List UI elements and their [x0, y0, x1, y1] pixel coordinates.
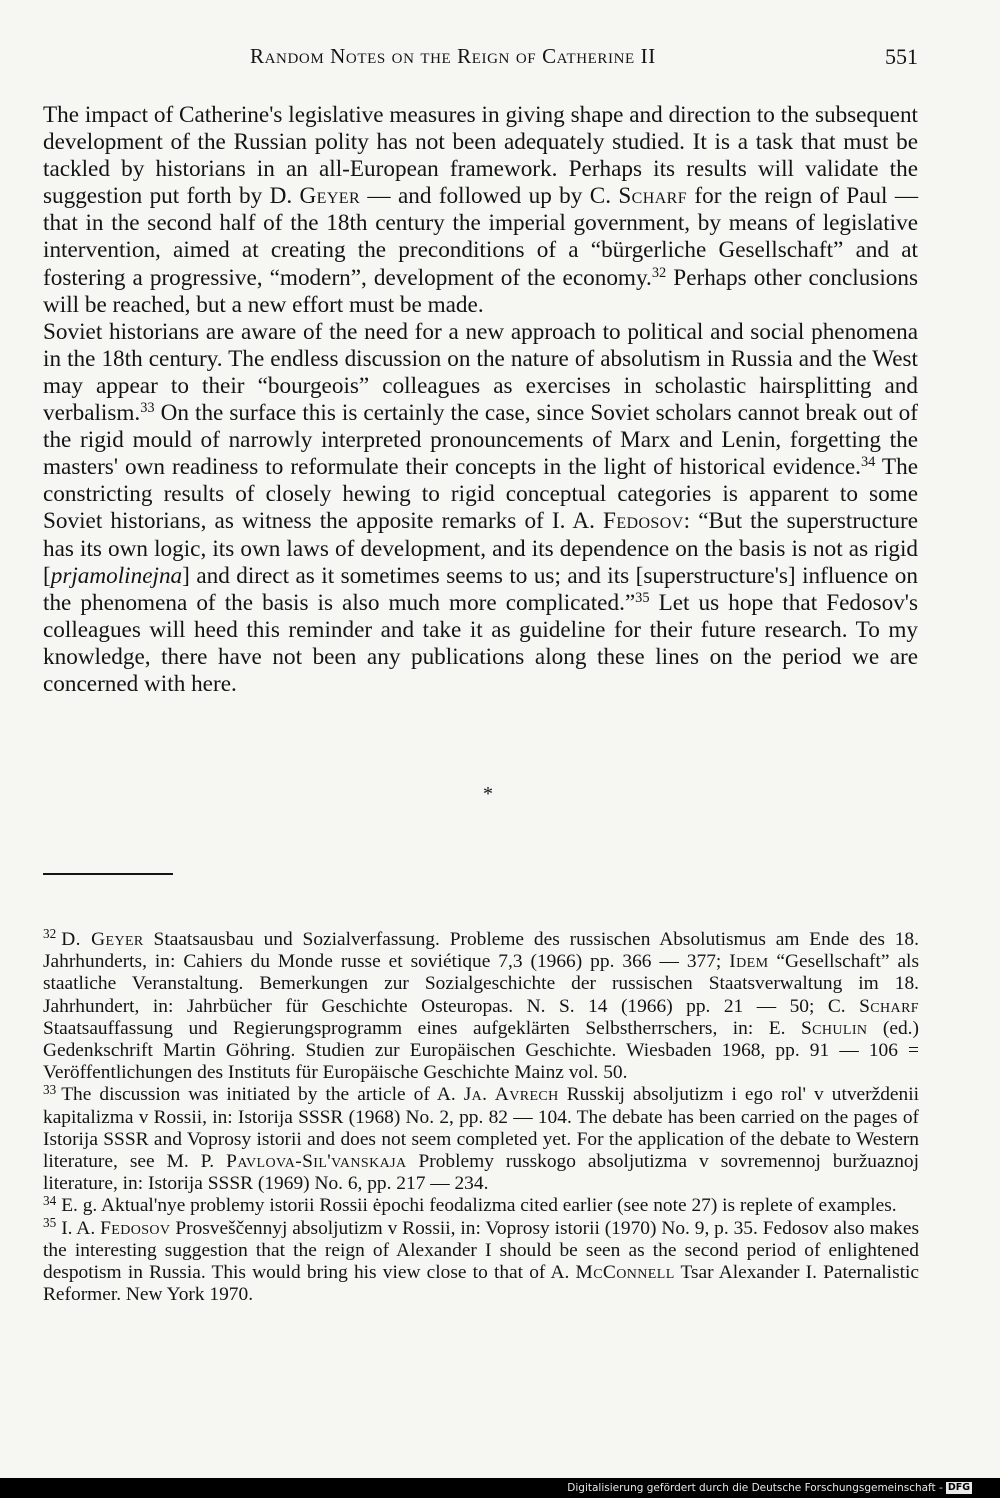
credit-text: Digitalisierung gefördert durch die Deutsche Forschungsgemeinschaft -: [567, 1482, 943, 1494]
running-head: [40, 42, 918, 72]
footnote-33: [43, 1081, 919, 1195]
text-run: Staatsauffassung und Regierungsprogramm eines aufgeklärten Selbstherrschers, in: E.: [43, 1017, 801, 1039]
footnotes: [43, 926, 920, 1306]
text-run: Russkij absoljutizm i ego rol' v utverždenii kapitalizma v Rossii, in: Istorija SSSR (1968) No. 2, pp. 82 — 104. The debate has been carried on the pages of Istorija SSSR and Voprosy istorii and does not seem completed yet. For the application of the debate to Western literature, see M. P.: [43, 1084, 919, 1173]
author-name: McConnell: [575, 1262, 675, 1284]
text-run: E. g. Aktual'nye problemy istorii Rossii ėpochi feodalizma cited earlier (see note 27) is replete of examples.: [61, 1195, 897, 1217]
section-separator: *: [483, 783, 493, 805]
footnote-number: 34: [43, 1192, 57, 1208]
digitization-credit: [567, 1482, 972, 1495]
footnote-reference: 32: [651, 264, 667, 281]
author-name: Scharf: [618, 183, 688, 210]
running-title: Random Notes on the Reign of Catherine II: [250, 44, 656, 68]
paragraph-2: [43, 319, 918, 698]
footnote-number: 32: [43, 926, 57, 942]
text-run: On the surface this is certainly the case, since Soviet scholars cannot break out of the rigid mould of narrowly interpreted pronouncements of Marx and Lenin, forgetting the masters' own readiness to reformulate their concepts in the light of historical evidence.: [43, 400, 918, 481]
text-run: — and followed up by C.: [360, 183, 619, 210]
text-run: The impact of Catherine's legislative measures in giving shape and direction to the subsequent development of the Russian polity has not been adequately studied. It is a task that must be tackled by historians in an all-European framework. Perhaps its results will validate the suggestion put forth by D.: [43, 102, 918, 210]
author-name: Schulin: [800, 1017, 868, 1039]
text-run: The discussion was initiated by the article of A.: [61, 1084, 464, 1106]
footnote-reference: 35: [635, 589, 650, 606]
author-name: Ja. Avrech: [463, 1084, 559, 1106]
footnote-32: [43, 926, 919, 1084]
page-number: 551: [885, 44, 918, 69]
text-run: Soviet historians are aware of the need for a new approach to political and social phenomena in the 18th century. The endless discussion on the nature of absolutism in Russia and the West may appear to their “bourgeois” colleagues as exercises in scholastic hairsplitting and verbalism.: [43, 318, 918, 427]
author-name: Fedosov: [100, 1217, 171, 1239]
text-run: The constricting results of closely hewing to rigid conceptual categories is apparent to some Soviet historians, as witness the apposite remarks of I. A.: [43, 454, 918, 535]
footnote-34: [43, 1192, 919, 1217]
main-text: [43, 102, 918, 698]
footnote-divider: [43, 873, 173, 875]
text-run: (ed.) Gedenkschrift Martin Göhring. Studien zur Europäischen Geschichte. Wiesbaden 1968, pp. 91 — 106 = Veröffentlichungen des Instituts für Europäische Geschichte Mainz vol. 50.: [43, 1017, 919, 1084]
text-run: for the reign of Paul — that in the second half of the 18th century the imperial government, by means of legislative intervention, aimed at creating the preconditions of a “bürgerliche Gesellschaft” and at fostering a progressive, “modern”, development of the economy.: [43, 183, 919, 291]
author-name: D. Geyer: [61, 929, 144, 950]
text-run: Let us hope that Fedosov's colleagues will heed this reminder and take it as guideline for their future research. To my knowledge, there have not been any publications along these lines on the period we are concerned with here.: [43, 589, 918, 697]
footnote-number: 35: [43, 1215, 57, 1231]
author-name: Idem: [729, 951, 769, 973]
footnote-number: 33: [43, 1081, 57, 1097]
text-run: Problemy russkogo absoljutizma v sovremennoj buržuaznoj literature, in: Istorija SSSR (1969) No. 6, pp. 217 — 234.: [43, 1151, 919, 1195]
paragraph-1: [43, 102, 918, 319]
dfg-logo: DFG: [947, 1482, 970, 1493]
author-name: Geyer: [299, 183, 361, 210]
footnote-35: [43, 1215, 920, 1307]
text-run: Prosveščennyj absoljutizm v Rossii, in: Voprosy istorii (1970) No. 9, p. 35. Fedosov also makes the interesting suggestion that the reign of Alexander I should be seen as the second period of enlightened despotism in Russia. This would bring his view close to that of A.: [43, 1217, 920, 1284]
author-name: Pavlova-Sil'vanskaja: [226, 1151, 407, 1173]
author-name: Scharf: [859, 995, 919, 1017]
footnote-reference: 33: [140, 400, 155, 417]
text-run: Tsar Alexander I. Paternalistic Reformer. New York 1970.: [43, 1262, 919, 1306]
italic-term: prjamolinejna: [50, 562, 183, 589]
text-run: Perhaps other conclusions will be reached, but a new effort must be made.: [43, 264, 918, 318]
text-run: “Gesellschaft” als staatliche Veranstaltung. Bemerkungen zur Sozialgeschichte der russischen Staatsverwaltung im 18. Jahrhundert, in: Jahrbücher für Geschichte Osteuropas. N. S. 14 (1966) pp. 21 — 50; C.: [43, 951, 919, 1017]
text-run: : “But the superstructure has its own logic, its own laws of development, and its dependence on the basis is not as rigid [: [43, 508, 918, 589]
footnote-reference: 34: [860, 454, 876, 471]
text-run: ] and direct as it sometimes seems to us; and its [superstructure's] influence on the phenomena of the basis is also much more complicated.”: [43, 562, 918, 616]
text-run: I. A.: [61, 1217, 101, 1239]
text-run: Staatsausbau und Sozialverfassung. Probleme des russischen Absolutismus am Ende des 18. Jahrhunderts, in: Cahiers du Monde russe et soviétique 7,3 (1966) pp. 366 — 377;: [43, 929, 919, 973]
author-name: Fedosov: [603, 508, 684, 535]
